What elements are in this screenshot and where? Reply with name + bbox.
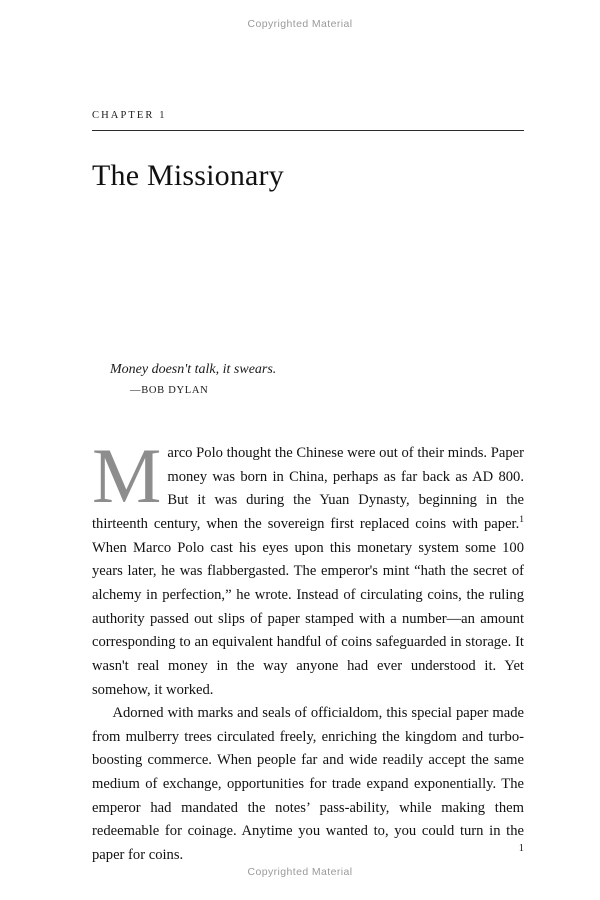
epigraph	[110, 360, 524, 397]
body-text	[92, 432, 524, 868]
paragraph-first-text: arco Polo thought the Chinese were out of their minds. Paper money was born in China, perhaps as far back as AD 800. But it was during the Yuan Dynasty, beginning in the thirteenth century, when the sovereign first replaced coins with paper.	[92, 445, 524, 533]
watermark-top: Copyrighted Material	[247, 18, 353, 30]
paragraph-first	[92, 432, 524, 702]
chapter-divider-rule	[92, 130, 524, 131]
paragraph-second: Adorned with marks and seals of officialdom, this special paper made from mulberry trees circulated freely, enriching the kingdom and turbo-boosting commerce. When people far and wide readily accept the same medium of exchange, opportunities for trade expand exponentially. The emperor had mandated the notes’ pass-ability, while making them redeemable for coinage. Anytime you wanted to, you could turn in the paper for coins.	[92, 705, 524, 863]
epigraph-attribution: —BOB DYLAN	[130, 385, 209, 397]
page-title: The Missionary	[92, 159, 284, 192]
chapter-label: CHAPTER 1	[92, 110, 167, 121]
drop-cap: M	[92, 432, 162, 520]
watermark-bottom: Copyrighted Material	[247, 866, 353, 878]
epigraph-quote: Money doesn't talk, it swears.	[110, 361, 277, 377]
page-content	[92, 110, 524, 868]
footnote-marker: 1	[519, 515, 524, 526]
page-number: 1	[518, 843, 524, 854]
paragraph-first-text-continued: When Marco Polo cast his eyes upon this monetary system some 100 years later, he was flabbergasted. The emperor's mint “hath the secret of alchemy in perfection,” he wrote. Instead of circulating coins, the ruling authority passed out slips of paper stamped with a number—an amount corresponding to an equivalent handful of coins safeguarded in storage. It wasn't real money in the way anyone had ever understood it. Yet somehow, it worked.	[92, 539, 524, 698]
